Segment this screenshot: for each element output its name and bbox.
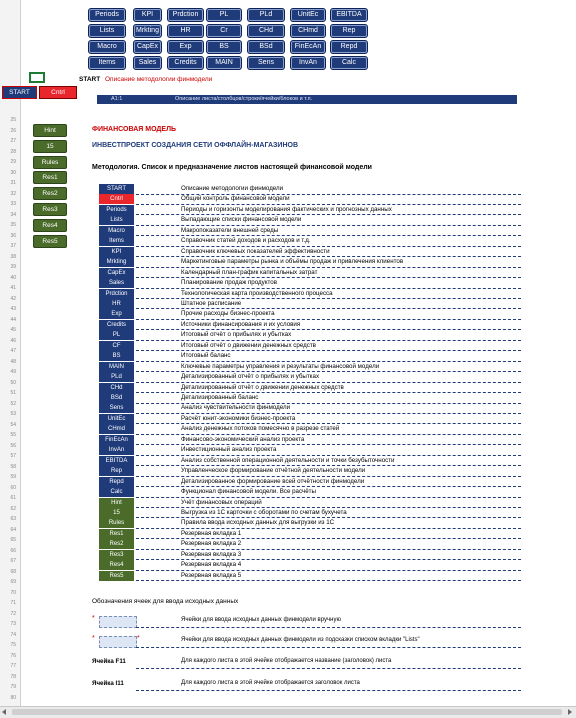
sheet-tag-res4[interactable]: Res4 <box>99 560 134 571</box>
nav-button-periods[interactable]: Periods <box>88 8 126 22</box>
sheet-description: Технологическая карта производственного процесса <box>181 289 333 297</box>
sheet-tag-hint[interactable]: Hint <box>99 498 134 509</box>
nav-button-lists[interactable]: Lists <box>88 24 126 38</box>
sheet-description: Правила ввода исходных данных для выгрузки из 1С <box>181 519 335 527</box>
sheet-description: Описание методологии финмодели <box>181 185 284 192</box>
row-number: 31 <box>10 180 16 186</box>
scroll-right-arrow-icon[interactable] <box>568 709 572 715</box>
row-number: 42 <box>10 295 16 302</box>
manual-input-swatch <box>99 616 137 628</box>
sheet-tag-pl[interactable]: PL <box>99 330 134 341</box>
cntrl-button[interactable] <box>39 86 77 99</box>
side-button-hint[interactable]: Hint <box>33 124 67 137</box>
row-number: 44 <box>10 316 16 323</box>
header-start-label: START <box>79 76 101 83</box>
row-number: 62 <box>10 505 16 512</box>
sheet-tag-res1[interactable]: Res1 <box>99 529 134 540</box>
selected-cell[interactable] <box>29 72 45 83</box>
sheet-tag-credits[interactable]: Credits <box>99 320 134 331</box>
row-number: 73 <box>10 621 16 627</box>
nav-button-pld[interactable]: PLd <box>247 8 285 22</box>
nav-button-hr[interactable]: HR <box>167 24 204 38</box>
row-number: 34 <box>10 211 16 218</box>
row-number: 72 <box>10 610 16 617</box>
row-number: 36 <box>10 232 16 239</box>
sheet-description: Календарный план-график капитальных затрат <box>181 268 318 276</box>
row-number: 41 <box>10 285 16 291</box>
sheet-tag-pld[interactable]: PLd <box>99 372 134 383</box>
list-input-marker-right: * <box>137 635 140 642</box>
row-number: 26 <box>10 127 16 134</box>
sheet-description: Функционал финансовой модели. Все расчёты <box>181 488 316 496</box>
sheet-tag-rep[interactable]: Rep <box>99 466 134 477</box>
nav-button-invan[interactable]: InvAn <box>290 56 326 70</box>
sheet-description: Выгрузка из 1С карточки с оборотами по счетам бухучета <box>181 508 347 516</box>
sheet-description: Маркетинговые параметры рынка и объёмы продаж и привлечения клиентов <box>181 258 404 266</box>
nav-button-items[interactable]: Items <box>88 56 126 70</box>
row-number: 49 <box>10 369 16 375</box>
row-number: 61 <box>10 495 16 501</box>
sheet-tag-chd[interactable]: CHd <box>99 383 134 394</box>
info-bar <box>97 95 517 104</box>
row-number: 59 <box>10 474 16 480</box>
section-title: Методология. Список и предназначение листов настоящей финансовой модели <box>92 164 372 171</box>
start-button-label: START <box>9 89 30 96</box>
nav-button-repd[interactable]: Repd <box>330 40 368 54</box>
legend-item2: Ячейки для ввода исходных данных финмодели из подсказки списком вкладки "Lists" <box>181 637 420 643</box>
sheet-description: Детализированный отчёт о прибылях и убытках <box>181 373 320 381</box>
sheet-tag-macro[interactable]: Macro <box>99 226 134 237</box>
row-number: 60 <box>10 484 16 491</box>
row-number: 76 <box>10 652 16 659</box>
sheet-description: Итоговый отчёт о прибылях и убытках <box>181 331 292 339</box>
row-number: 58 <box>10 463 16 470</box>
sheet-tag-periods[interactable]: Periods <box>99 205 134 216</box>
sheet-tag-kpi[interactable]: KPI <box>99 247 134 258</box>
side-button-res4[interactable]: Res4 <box>33 219 67 232</box>
sheet-description: Финансово-экономический анализ проекта <box>181 435 305 443</box>
row-number: 48 <box>10 358 16 365</box>
nav-button-finecan[interactable]: FinEcAn <box>290 40 326 54</box>
row-number: 28 <box>10 148 16 155</box>
sheet-tag-cf[interactable]: CF <box>99 341 134 352</box>
sheet-tag-chmd[interactable]: CHmd <box>99 424 134 435</box>
row-number: 64 <box>10 526 16 533</box>
nav-button-chd[interactable]: CHd <box>247 24 285 38</box>
row-number: 67 <box>10 558 16 564</box>
legend-title: Обозначения ячеек для ввода исходных данных <box>92 598 239 605</box>
row-number: 33 <box>10 201 16 207</box>
legend-item2-underline <box>136 647 521 648</box>
sheet-tag-res2[interactable]: Res2 <box>99 539 134 550</box>
nav-button-prdction[interactable]: Prdction <box>167 8 204 22</box>
sheet-tag-sens[interactable]: Sens <box>99 403 134 414</box>
sheet-description: Макропоказатели внешней среды <box>181 226 279 234</box>
nav-button-credits[interactable]: Credits <box>167 56 204 70</box>
sheet-tag-items[interactable]: Items <box>99 236 134 247</box>
row-number: 43 <box>10 306 16 312</box>
nav-button-kpi[interactable]: KPI <box>133 8 162 22</box>
sheet-description: Общий контроль финансовой модели <box>181 195 290 203</box>
sheet-description: Инвестиционный анализ проекта <box>181 446 277 454</box>
row-number: 37 <box>10 243 16 249</box>
sheet-tag-sales[interactable]: Sales <box>99 278 134 289</box>
row-number: 39 <box>10 264 16 270</box>
row-number: 55 <box>10 432 16 438</box>
row-number: 45 <box>10 327 16 333</box>
sheet-tag-exp[interactable]: Exp <box>99 309 134 320</box>
sheet-tag-res5[interactable]: Res5 <box>99 571 134 582</box>
sheet-description: Итоговый баланс <box>181 352 231 360</box>
row-number: 50 <box>10 379 16 386</box>
sheet-description: Управленческое формирование отчётной деятельности модели <box>181 467 366 475</box>
sheet-tag-calc[interactable]: Calc <box>99 487 134 498</box>
nav-button-sales[interactable]: Sales <box>133 56 162 70</box>
nav-button-ebitda[interactable]: EBITDA <box>330 8 368 22</box>
row-number: 57 <box>10 453 16 459</box>
scroll-left-arrow-icon[interactable] <box>2 709 6 715</box>
sheet-tag-bsd[interactable]: BSd <box>99 393 134 404</box>
cell-i11-desc: Для каждого листа в этой ячейке отображается заголовок листа <box>181 680 360 686</box>
sheet-description: Ключевые параметры управления и результаты финансовой модели <box>181 362 380 370</box>
scroll-thumb[interactable] <box>12 709 562 715</box>
sheet-tag-res3[interactable]: Res3 <box>99 550 134 561</box>
row-number: 63 <box>10 516 16 522</box>
nav-button-calc[interactable]: Calc <box>330 56 368 70</box>
row-number: 30 <box>10 169 16 176</box>
side-button-res1[interactable]: Res1 <box>33 171 67 184</box>
sheet-tag-capex[interactable]: CapEx <box>99 268 134 279</box>
sheet-tag-repd[interactable]: Repd <box>99 477 134 488</box>
side-button-res3[interactable]: Res3 <box>33 203 67 216</box>
sheet-description: Расчёт юнит-экономики бизнес-проекта <box>181 414 296 422</box>
sheet-description: Планирование продаж продуктов <box>181 279 278 287</box>
row-number: 65 <box>10 537 16 543</box>
cell-f11-desc: Для каждого листа в этой ячейке отображается название (заголовок) листа <box>181 658 392 664</box>
nav-button-bsd[interactable]: BSd <box>247 40 285 54</box>
row-number: 47 <box>10 348 16 354</box>
legend-item1-underline <box>136 627 521 628</box>
sheet-tag-rules[interactable]: Rules <box>99 518 134 529</box>
sheet-description: Анализ денежных потоков помесячно в разрезе статей <box>181 425 340 433</box>
row-number: 29 <box>10 159 16 165</box>
model-title: ФИНАНСОВАЯ МОДЕЛЬ <box>92 126 177 133</box>
sheet-description: Источники финансирования и их условия <box>181 320 301 328</box>
row-number: 70 <box>10 589 16 596</box>
side-button-rules[interactable]: Rules <box>33 156 67 169</box>
sheet-description: Детализированный баланс <box>181 394 259 401</box>
nav-button-main[interactable]: MAIN <box>206 56 242 70</box>
sheet-description: Периоды и горизонты моделирования фактических и прогнозных данных <box>181 205 392 213</box>
manual-input-marker: * <box>92 615 95 622</box>
nav-button-bs[interactable]: BS <box>206 40 242 54</box>
sheet-description: Резервная вкладка 5 <box>181 571 242 579</box>
sheet-description: Детализированный отчёт о движении денежных средств <box>181 383 344 391</box>
sheet-tag-unitec[interactable]: UnitEc <box>99 414 134 425</box>
row-number: 52 <box>10 400 16 407</box>
sheet-tag-bs[interactable]: BS <box>99 351 134 362</box>
list-input-marker: * <box>92 635 95 642</box>
cell-i11-label: Ячейка I11 <box>92 680 124 687</box>
path-text: Описание листа/столбцов/строки/ячейки/блоков и т.п. <box>175 96 313 102</box>
side-button-res2[interactable]: Res2 <box>33 187 67 200</box>
legend-item1: Ячейки для ввода исходных данных финмодели вручную <box>181 617 341 623</box>
header-start-line <box>79 76 212 83</box>
sheet-tag-hr[interactable]: HR <box>99 299 134 310</box>
cell-f11-label: Ячейка F11 <box>92 658 126 665</box>
row-number: 32 <box>10 190 16 197</box>
sheet-row-underline <box>136 580 521 581</box>
row-number: 27 <box>10 138 16 144</box>
sheet-tag-lists[interactable]: Lists <box>99 215 134 226</box>
row-number: 69 <box>10 579 16 585</box>
sheet-tag-invan[interactable]: InvAn <box>99 445 134 456</box>
nav-button-macro[interactable]: Macro <box>88 40 126 54</box>
sheet-description: Анализ чувствительности финмодели <box>181 404 291 412</box>
sheet-tag-15[interactable]: 15 <box>99 508 134 519</box>
row-number: 25 <box>10 117 16 123</box>
nav-button-exp[interactable]: Exp <box>167 40 204 54</box>
header-start-desc: Описание методологии финмодели <box>105 76 213 83</box>
row-number: 78 <box>10 673 16 680</box>
sheet-description: Выпадающие списки финансовой модели <box>181 216 302 224</box>
row-number: 75 <box>10 642 16 648</box>
nav-button-cr[interactable]: Cr <box>206 24 242 38</box>
nav-button-rep[interactable]: Rep <box>330 24 368 38</box>
sheet-tag-main[interactable]: MAIN <box>99 362 134 373</box>
sheet-description: Резервная вкладка 1 <box>181 529 242 537</box>
nav-button-capex[interactable]: CapEx <box>133 40 162 54</box>
row-number: 46 <box>10 337 16 344</box>
cell-f11-underline <box>136 668 521 669</box>
row-number: 79 <box>10 684 16 690</box>
row-number: 56 <box>10 442 16 449</box>
cell-i11-underline <box>136 690 521 691</box>
sheet-description: Справочник статей доходов и расходов и т.д. <box>181 237 311 245</box>
sheet-description: Учёт финансовых операций <box>181 498 262 506</box>
sheet-description: Резервная вкладка 3 <box>181 550 242 558</box>
sheet-tag-cntrl[interactable]: Cntrl <box>99 194 134 205</box>
row-number: 66 <box>10 547 16 554</box>
nav-button-pl[interactable]: PL <box>206 8 242 22</box>
cntrl-button-label: Cntrl <box>51 89 65 96</box>
list-input-swatch <box>99 636 137 648</box>
side-button-res5[interactable]: Res5 <box>33 235 67 248</box>
sheet-description: Резервная вкладка 4 <box>181 561 242 569</box>
sheet-description: Итоговый отчёт о движении денежных средств <box>181 341 316 349</box>
sheet-tag-ebitda[interactable]: EBITDA <box>99 456 134 467</box>
row-number: 35 <box>10 222 16 228</box>
start-button[interactable] <box>2 86 37 99</box>
row-number: 38 <box>10 253 16 260</box>
nav-button-chmd[interactable]: CHmd <box>290 24 326 38</box>
row-number: 71 <box>10 600 16 606</box>
nav-button-mrkting[interactable]: Mrkting <box>133 24 162 38</box>
nav-button-sens[interactable]: Sens <box>247 56 285 70</box>
row-number: 54 <box>10 421 16 428</box>
horizontal-scrollbar[interactable] <box>0 706 576 718</box>
sheet-tag-start[interactable]: START <box>99 184 134 195</box>
row-number: 53 <box>10 411 16 417</box>
sheet-description: Штатное расписание <box>181 299 242 307</box>
sheet-tag-mrkting[interactable]: Mrkting <box>99 257 134 268</box>
sheet-description: Анализ собственной операционной деятельности и точки безубыточности <box>181 456 395 464</box>
row-number: 51 <box>10 390 16 396</box>
side-button-15[interactable]: 15 <box>33 140 67 153</box>
sheet-description: Прочие расходы бизнес-проекта <box>181 310 275 318</box>
project-title: ИНВЕСТПРОЕКТ СОЗДАНИЯ СЕТИ ОФФЛАЙН-МАГАЗИНОВ <box>92 142 299 149</box>
nav-button-unitec[interactable]: UnitEc <box>290 8 326 22</box>
row-number: 74 <box>10 631 16 638</box>
row-number: 68 <box>10 568 16 575</box>
cell-ref: A1:1 <box>111 96 123 102</box>
row-number: 80 <box>10 694 16 701</box>
sheet-tag-prdction[interactable]: Prdction <box>99 289 134 300</box>
row-number: 40 <box>10 274 16 281</box>
sheet-description: Детализированное формирование всей отчётности финмодели <box>181 477 365 485</box>
sheet-tag-finecan[interactable]: FinEcAn <box>99 435 134 446</box>
row-number: 77 <box>10 663 16 669</box>
sheet-description: Резервная вкладка 2 <box>181 540 242 548</box>
sheet-description: Справочник ключевых показателей эффективности <box>181 247 330 255</box>
